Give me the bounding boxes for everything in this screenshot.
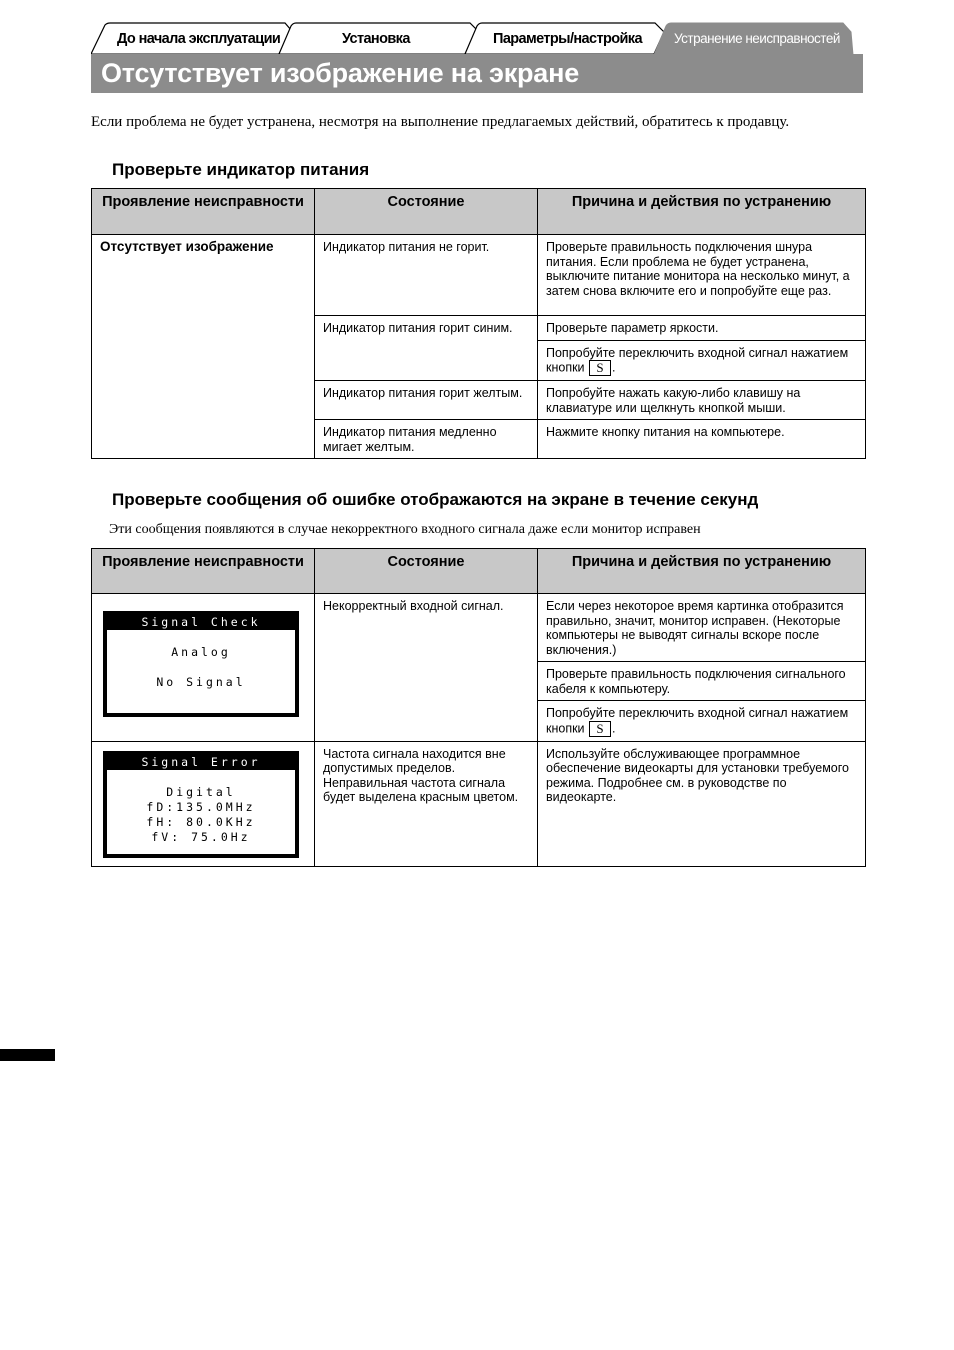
tab-before-use[interactable]: До начала эксплуатации: [117, 31, 281, 47]
action-text: Попробуйте переключить входной сигнал нажатием кнопки: [546, 345, 849, 375]
osd-line: [107, 770, 295, 785]
action-cell: Попробуйте нажать какую-либо клавишу на клавиатуре или щелкнуть кнопкой мыши.: [538, 381, 866, 420]
table-row: [92, 741, 866, 866]
osd-cell: [92, 594, 315, 742]
osd-line: [107, 630, 295, 645]
header-actions: Причина и действия по устранению: [538, 549, 866, 594]
action-cell: Используйте обслуживающее программное обеспечение видеокарты для установки требуемого режима. Подробнее см. в руководстве по видеокарте.: [538, 741, 866, 866]
input-signal-key-icon: S: [589, 360, 611, 376]
header-state: Состояние: [315, 549, 538, 594]
section1-heading: Проверьте индикатор питания: [112, 160, 370, 179]
page-title: Отсутствует изображение на экране: [101, 58, 580, 88]
action-cell: Попробуйте переключить входной сигнал нажатием кнопки S .: [538, 340, 866, 381]
osd-line: [107, 660, 295, 675]
state-cell: Частота сигнала находится вне допустимых пределов. Неправильная частота сигнала будет выделена красным цветом.: [315, 741, 538, 866]
tab-settings[interactable]: Параметры/настройка: [493, 31, 642, 47]
osd-line: fD:135.0MHz: [146, 799, 256, 814]
osd-body: [107, 770, 295, 845]
signal-check-osd: [103, 611, 299, 717]
state-cell: Индикатор питания горит желтым.: [315, 381, 538, 420]
action-cell: Попробуйте переключить входной сигнал нажатием кнопки S .: [538, 701, 866, 742]
tab-troubleshooting[interactable]: Устранение неисправностей: [674, 31, 840, 46]
power-indicator-table: [91, 188, 866, 459]
osd-title: Signal Check: [107, 615, 295, 630]
osd-line: No Signal: [156, 675, 246, 689]
signal-error-osd: [103, 751, 299, 858]
intro-text: Если проблема не будет устранена, несмотря на выполнение предлагаемых действий, обратитесь к продавцу.: [91, 114, 790, 130]
osd-cell: [92, 741, 315, 866]
table-row: [92, 594, 866, 662]
action-text: Попробуйте переключить входной сигнал нажатием кнопки: [546, 706, 849, 735]
state-cell: Индикатор питания медленно мигает желтым.: [315, 420, 538, 459]
action-cell: Нажмите кнопку питания на компьютере.: [538, 420, 866, 459]
osd-line: fH: 80.0KHz: [146, 814, 256, 829]
action-cell: Проверьте параметр яркости.: [538, 316, 866, 341]
action-cell: Если через некоторое время картинка отобразится правильно, значит, монитор исправен. (Некоторые компьютеры не выводят сигналы вскоре после включения.): [538, 594, 866, 662]
symptom-cell: Отсутствует изображение: [92, 235, 315, 459]
osd-line: Digital: [166, 784, 236, 799]
state-cell: Некорректный входной сигнал.: [315, 594, 538, 742]
osd-line: [107, 690, 295, 705]
osd-line: Analog: [171, 645, 231, 659]
table-row: [92, 235, 866, 316]
state-cell: Индикатор питания горит синим.: [315, 316, 538, 381]
header-symptom: Проявление неисправности: [92, 549, 315, 594]
title-bar: [91, 54, 863, 93]
page-edge-marker: [0, 1049, 55, 1061]
osd-body: [107, 630, 295, 705]
osd-title: Signal Error: [107, 755, 295, 770]
action-cell: Проверьте правильность подключения шнура питания. Если проблема не будет устранена, выключите питание монитора на несколько минут, а затем снова включите его и попробуйте еще раз.: [538, 235, 866, 316]
section2-heading: Проверьте сообщения об ошибке отображаются на экране в течение секунд: [112, 490, 759, 509]
osd-line: fV: 75.0Hz: [151, 829, 251, 844]
header-actions: Причина и действия по устранению: [538, 189, 866, 235]
state-cell: Индикатор питания не горит.: [315, 235, 538, 316]
table-header-row: [92, 189, 866, 235]
tab-installation[interactable]: Установка: [342, 31, 410, 47]
header-symptom: Проявление неисправности: [92, 189, 315, 235]
header-state: Состояние: [315, 189, 538, 235]
error-messages-table: [91, 548, 866, 867]
section2-note: Эти сообщения появляются в случае некорректного входного сигнала даже если монитор исправен: [109, 522, 701, 537]
section-tabs: [91, 22, 864, 54]
table-header-row: [92, 549, 866, 594]
action-cell: Проверьте правильность подключения сигнального кабеля к компьютеру.: [538, 662, 866, 701]
input-signal-key-icon: S: [589, 721, 611, 737]
